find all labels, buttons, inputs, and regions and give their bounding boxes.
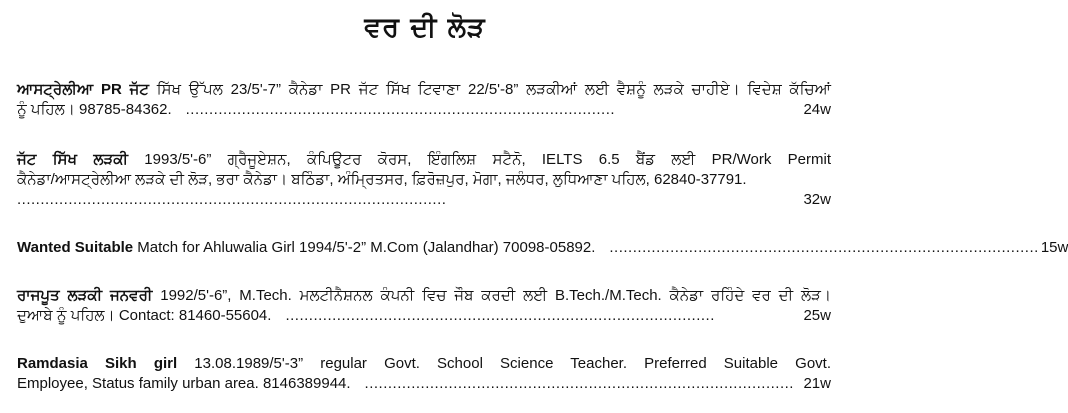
ad-line	[17, 354, 831, 374]
ad-line	[17, 150, 831, 170]
ad-tail	[17, 100, 831, 120]
ad-text: Match for Ahluwalia Girl 1994/5'-2” M.Com (Jalandhar) 70098-05892.	[133, 239, 596, 256]
ad-entry	[17, 80, 831, 120]
ad-entry	[17, 150, 831, 210]
leader-dots: ............................................................................................	[364, 375, 794, 392]
ad-text: ਨੂੰ ਪਹਿਲ। 98785-84362.	[17, 101, 172, 118]
ad-entry	[17, 354, 831, 394]
ad-tail	[17, 306, 831, 326]
leader-dots: ............................................................................................	[285, 307, 715, 324]
ad-text: 13.08.1989/5'-3” regular Govt. School Science Teacher. Preferred Suitable Govt.	[177, 355, 831, 372]
ad-text: 1992/5'-6”, M.Tech. ਮਲਟੀਨੈਸ਼ਨਲ ਕੰਪਨੀ ਵਿਚ ਜੌਬ ਕਰਦੀ ਲਈ B.Tech./M.Tech. ਕੈਨੇਡਾ ਰਹਿੰਦੇ ਵਰ ਦੀ ਲੋੜ।	[152, 287, 831, 304]
ad-text: ਸਿੱਖ ਉੱਪਲ 23/5'-7” ਕੈਨੇਡਾ PR ਜੱਟ ਸਿੱਖ ਟਿਵਾਣਾ 22/5'-8” ਲੜਕੀਆਂ ਲਈ ਵੈਸ਼ਨੂੰ ਲੜਕੇ ਚਾਹੀਏ। ਵਿਦੇਸ਼ ਕੱਚਿਆਂ	[148, 81, 831, 98]
ad-text: Employee, Status family urban area. 8146389944.	[17, 375, 351, 392]
ad-text: 1993/5'-6” ਗ੍ਰੈਜੂਏਸ਼ਨ, ਕੰਪਿਊਟਰ ਕੋਰਸ, ਇੰਗਲਿਸ਼ ਸਟੈਨੋ, IELTS 6.5 ਬੈਂਡ ਲਈ PR/Work Permit	[128, 151, 831, 168]
ad-lead: ਆਸਟ੍ਰੇਲੀਆ PR ਜੱਟ	[17, 81, 149, 98]
ad-lead: ਜੱਟ ਸਿੱਖ ਲੜਕੀ	[17, 151, 128, 168]
ad-line	[17, 170, 831, 190]
ad-lead: Ramdasia Sikh girl	[17, 355, 178, 372]
ad-lead: Wanted Suitable	[17, 239, 134, 256]
leader-dots: ............................................................................................	[609, 239, 1039, 256]
leader-dots: ............................................................................................	[185, 101, 616, 118]
ad-code: 21w	[803, 375, 831, 392]
ad-code: 25w	[803, 307, 831, 324]
ad-code: 32w	[803, 191, 831, 208]
section-heading: ਵਰ ਦੀ ਲੋੜ	[364, 12, 486, 43]
ad-code: 15w	[1040, 239, 1068, 256]
ad-lead: ਰਾਜਪੂਤ ਲੜਕੀ ਜਨਵਰੀ	[17, 287, 153, 304]
ad-tail	[17, 374, 831, 394]
ad-text: ਦੁਆਬੇ ਨੂੰ ਪਹਿਲ। Contact: 81460-55604.	[17, 307, 272, 324]
leader-dots: ............................................................................................	[17, 191, 447, 208]
ad-tail	[17, 190, 831, 210]
ad-line	[17, 286, 831, 306]
ad-entry	[17, 238, 1068, 258]
ad-line	[17, 80, 831, 100]
ad-code: 24w	[803, 101, 831, 118]
ad-entry	[17, 286, 831, 326]
ad-text: ਕੈਨੇਡਾ/ਆਸਟ੍ਰੇਲੀਆ ਲੜਕੇ ਦੀ ਲੋੜ, ਭਰਾ ਕੈਨੇਡਾ। ਬਠਿੰਡਾ, ਅੰਮ੍ਰਿਤਸਰ, ਫ਼ਿਰੋਜ਼ਪੁਰ, ਮੋਗਾ, ਜਲੰਧਰ, ਲੁਧਿਆਣਾ ਪਹਿਲ, 62840-37791.	[17, 171, 747, 188]
ad-tail	[17, 238, 1068, 258]
